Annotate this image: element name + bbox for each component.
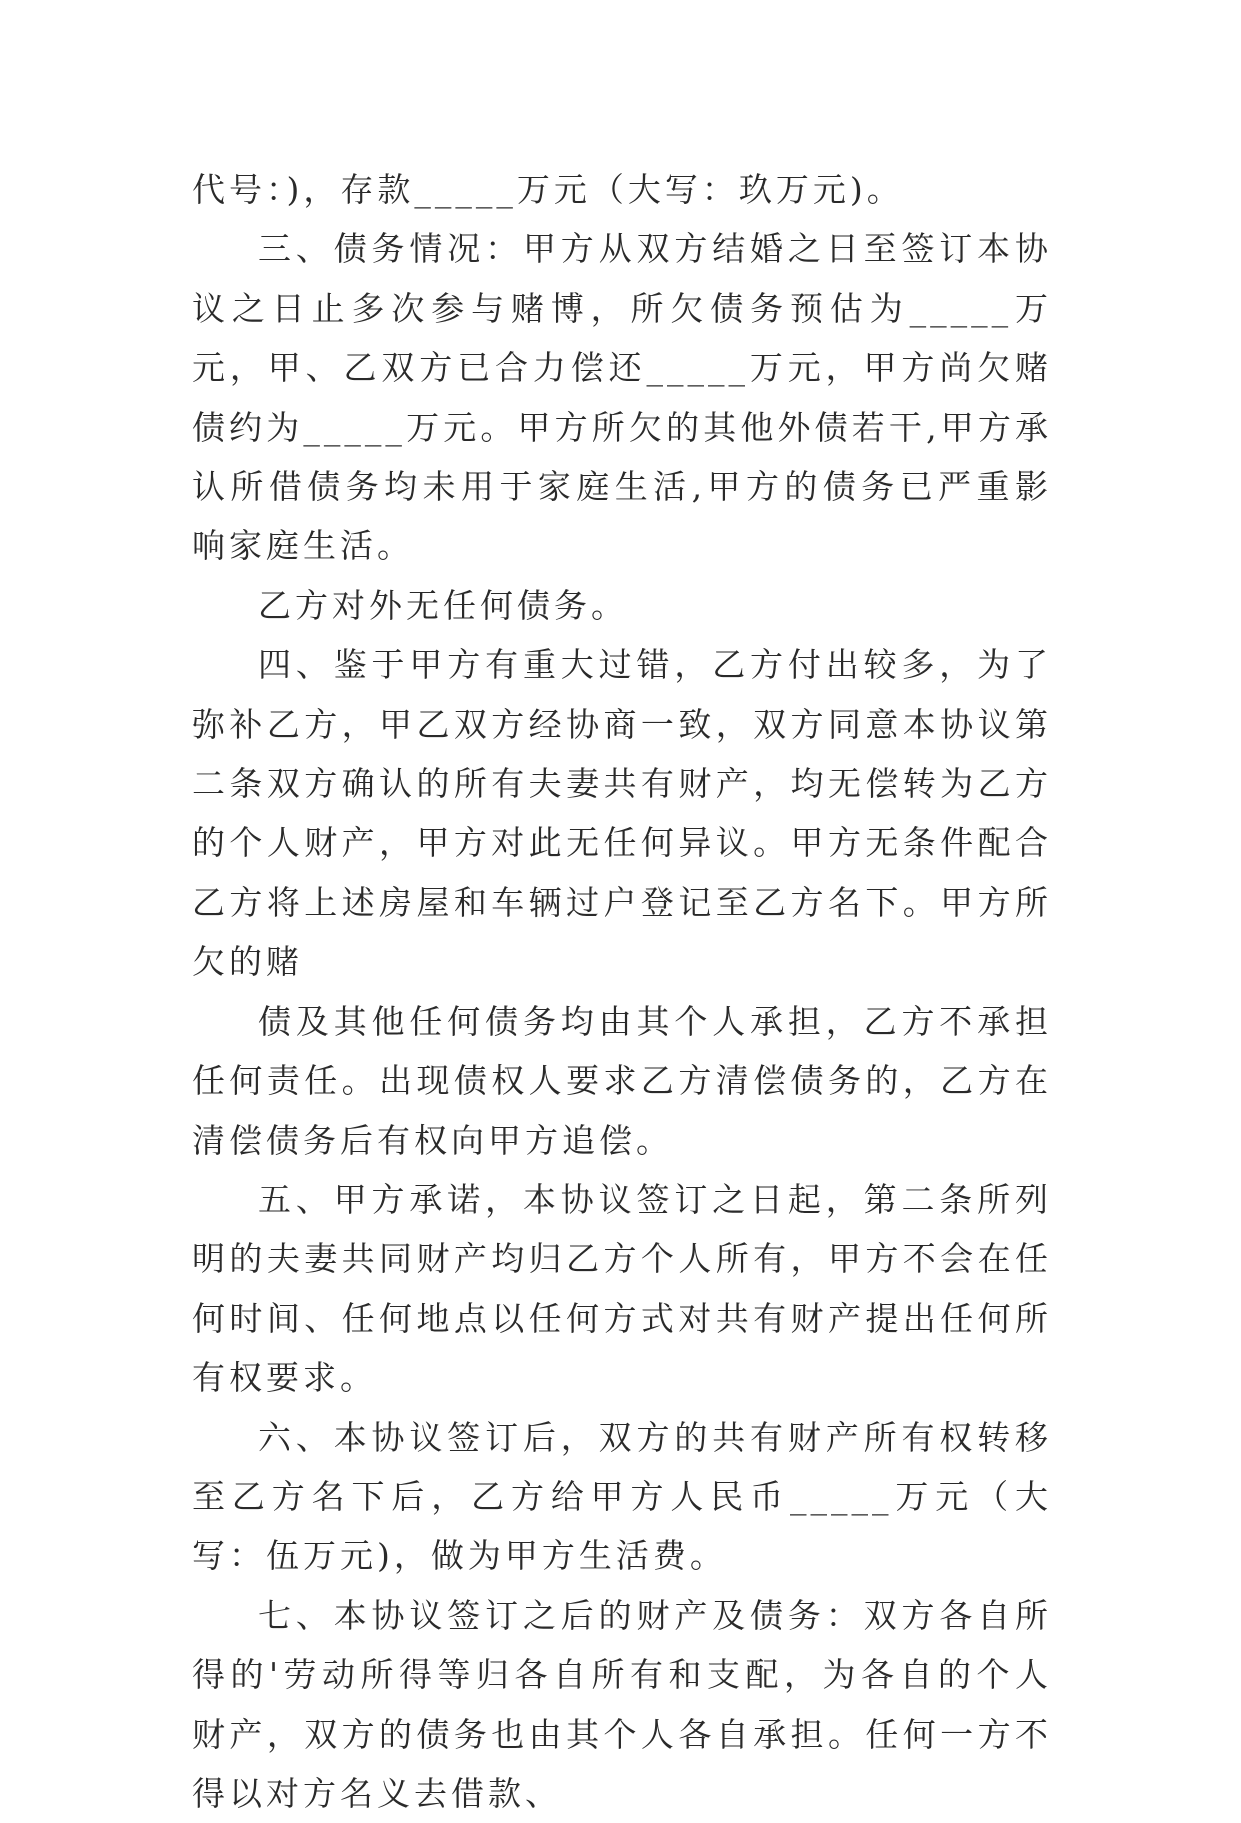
paragraph-clause-7-after-agreement: 七、本协议签订之后的财产及债务：双方各自所得的'劳动所得等归各自所有和支配，为各自的个人财产，双方的债务也由其个人各自承担。任何一方不得以对方名义去借款、 bbox=[192, 1595, 1052, 1813]
document-body bbox=[192, 160, 1052, 1823]
paragraph-clause-5-promise: 五、甲方承诺，本协议签订之日起，第二条所列明的夫妻共同财产均归乙方个人所有，甲方不会在任何时间、任何地点以任何方式对共有财产提出任何所有权要求。 bbox=[192, 1179, 1052, 1398]
paragraph-party-b-no-debt: 乙方对外无任何债务。 bbox=[258, 585, 628, 625]
paragraph-clause-6-living-expenses: 六、本协议签订后，双方的共有财产所有权转移至乙方名下后，乙方给甲方人民币_____万元（大写：伍万元)，做为甲方生活费。 bbox=[192, 1417, 1052, 1576]
paragraph-clause-4-property: 四、鉴于甲方有重大过错，乙方付出较多，为了弥补乙方，甲乙双方经协商一致，双方同意本协议第二条双方确认的所有夫妻共有财产，均无偿转为乙方的个人财产，甲方对此无任何异议。甲方无条件配合乙方将上述房屋和车辆过户登记至乙方名下。甲方所欠的赌 bbox=[192, 645, 1052, 982]
paragraph-clause-4-continued: 债及其他任何债务均由其个人承担，乙方不承担任何责任。出现债权人要求乙方清偿债务的，乙方在清偿债务后有权向甲方追偿。 bbox=[192, 1001, 1052, 1160]
paragraph-continuation: 代号：)，存款_____万元（大写：玖万元)。 bbox=[192, 170, 904, 209]
paragraph-clause-3-debts: 三、债务情况：甲方从双方结婚之日至签订本协议之日止多次参与赌博，所欠债务预估为_____万元，甲、乙双方已合力偿还_____万元，甲方尚欠赌债约为_____万元。甲方所欠的其他外债若干,甲方承认所借债务均未用于家庭生活,甲方的债务已严重影响家庭生活。 bbox=[192, 229, 1052, 566]
